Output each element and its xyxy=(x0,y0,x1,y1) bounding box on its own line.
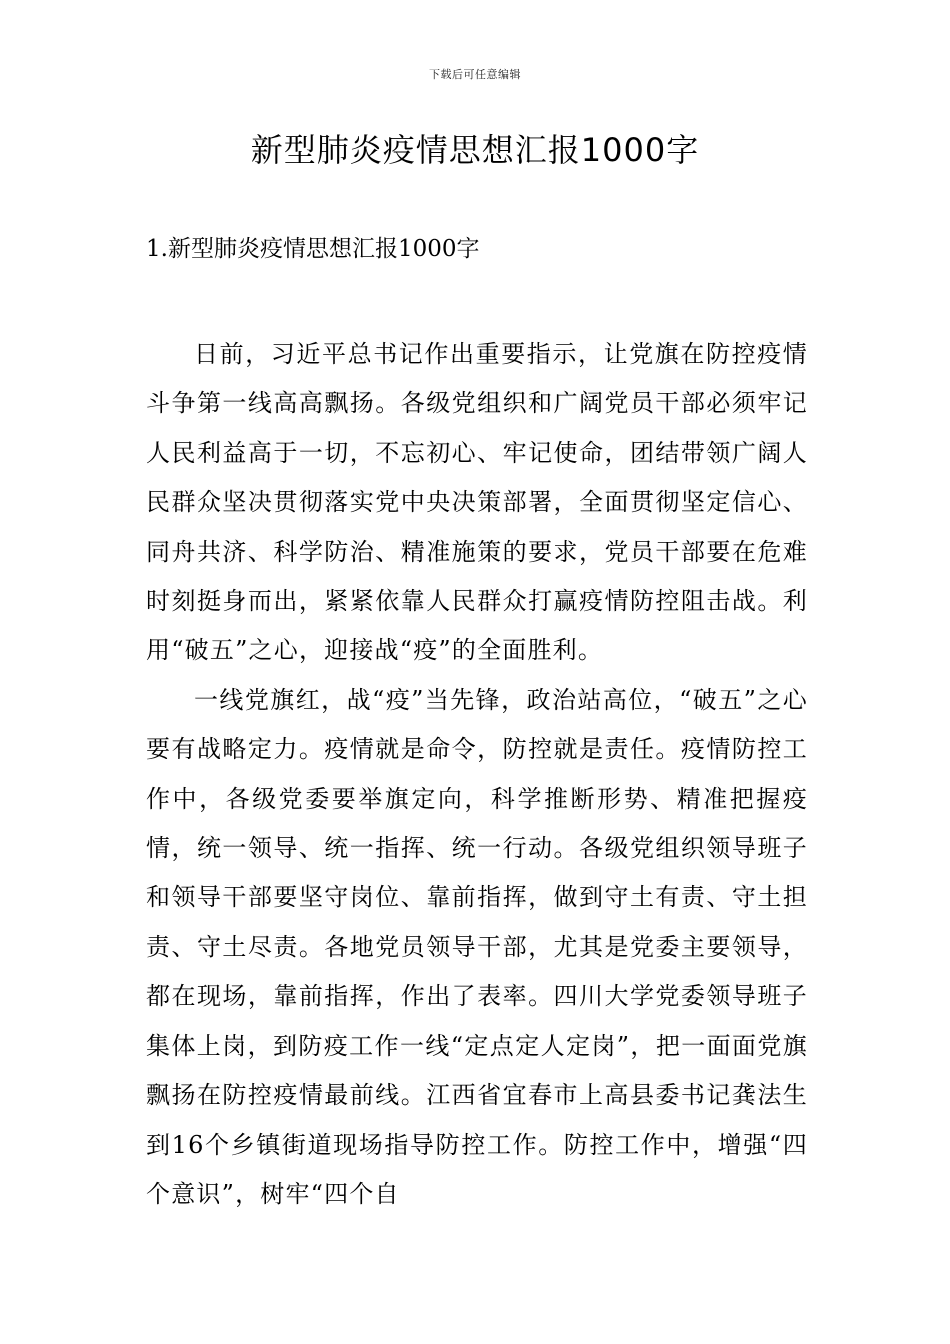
paragraph-1: 日前，习近平总书记作出重要指示，让党旗在防控疫情斗争第一线高高飘扬。各级党组织和广阔党员干部必须牢记人民利益高于一切，不忘初心、牢记使命，团结带领广阔人民群众坚决贯彻落实党中央决策部署，全面贯彻坚定信心、同舟共济、科学防治、精准施策的要求，党员干部要在危难时刻挺身而出，紧紧依靠人民群众打赢疫情防控阻击战。利用“破五”之心，迎接战“疫”的全面胜利。 xyxy=(146,340,808,665)
document-body xyxy=(146,330,808,1219)
document-title: 新型肺炎疫情思想汇报1000字 xyxy=(250,131,700,169)
header-note: 下载后可任意编辑 xyxy=(429,68,521,81)
section-heading: 1.新型肺炎疫情思想汇报1000字 xyxy=(146,236,480,262)
paragraph-2: 一线党旗红，战“疫”当先锋，政治站高位，“破五”之心要有战略定力。疫情就是命令，防控就是责任。疫情防控工作中，各级党委要举旗定向，科学推断形势、精准把握疫情，统一领导、统一指挥、统一行动。各级党组织领导班子和领导干部要坚守岗位、靠前指挥，做到守土有责、守土担责、守土尽责。各地党员领导干部，尤其是党委主要领导，都在现场，靠前指挥，作出了表率。四川大学党委领导班子集体上岗，到防疫工作一线“定点定人定岗”，把一面面党旗飘扬在防控疫情最前线。江西省宜春市上高县委书记龚法生到16个乡镇街道现场指导防控工作。防控工作中，增强“四个意识”，树牢“四个自 xyxy=(146,685,808,1208)
